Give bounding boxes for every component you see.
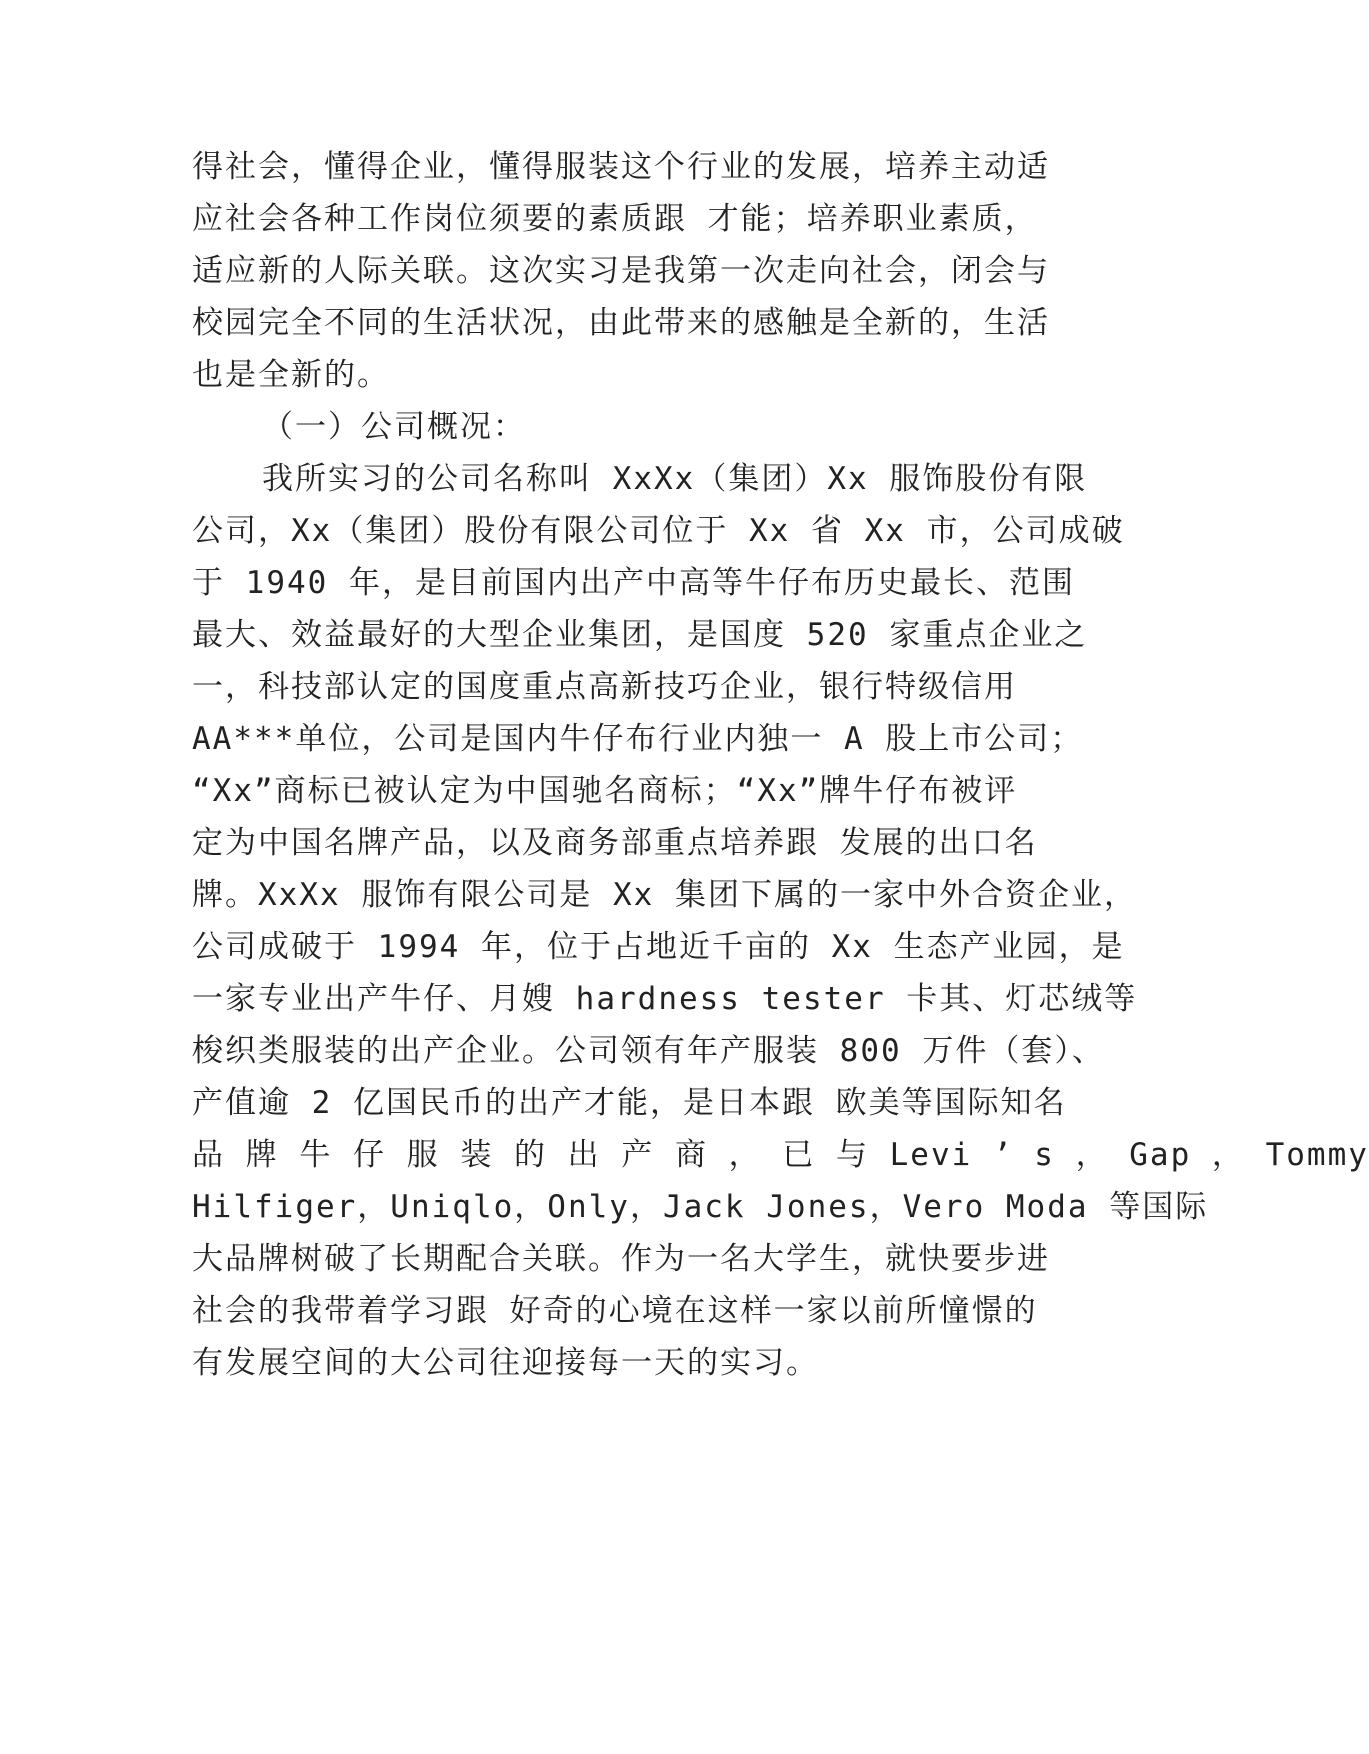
text-line: 牌。XxXx 服饰有限公司是 Xx 集团下属的一家中外合资企业，	[192, 877, 1137, 913]
text-line: 公司，Xx（集团）股份有限公司位于 Xx 省 Xx 市，公司成破	[192, 513, 1125, 549]
text-line: 梭织类服装的出产企业。公司领有年产服装 800 万件（套）、	[192, 1033, 1105, 1069]
text-line: AA***单位，公司是国内牛仔布行业内独一 A 股上市公司；	[192, 721, 1084, 757]
text-line: 得社会，懂得企业，懂得服装这个行业的发展，培养主动适	[192, 149, 1050, 185]
text-line: 品 牌 牛 仔 服 装 的 出 产 商 ， 已 与 Levi ’ s ， Gap ， Tommy	[192, 1137, 1369, 1173]
text-line: 最大、效益最好的大型企业集团，是国度 520 家重点企业之	[192, 617, 1088, 653]
text-line: 校园完全不同的生活状况，由此带来的感触是全新的，生活	[192, 305, 1050, 341]
text-line: 有发展空间的大公司往迎接每一天的实习。	[192, 1345, 819, 1381]
text-line: 我所实习的公司名称叫 XxXx（集团）Xx 服饰股份有限	[262, 461, 1088, 497]
text-line: 大品牌树破了长期配合关联。作为一名大学生，就快要步进	[192, 1241, 1050, 1277]
text-line: “Xx”商标已被认定为中国驰名商标；“Xx”牌牛仔布被评	[192, 773, 1018, 809]
text-line: 于 1940 年，是目前国内出产中高等牛仔布历史最长、范围	[192, 565, 1075, 601]
text-line: 也是全新的。	[192, 357, 390, 393]
text-line: 应社会各种工作岗位须要的素质跟 才能；培养职业素质，	[192, 201, 1038, 237]
text-line: 产值逾 2 亿国民币的出产才能，是日本跟 欧美等国际知名	[192, 1085, 1067, 1121]
text-line: 定为中国名牌产品，以及商务部重点培养跟 发展的出口名	[192, 825, 1038, 861]
text-line: 公司成破于 1994 年，位于占地近千亩的 Xx 生态产业园，是	[192, 929, 1125, 965]
text-line: Hilfiger，Uniqlo，Only，Jack Jones，Vero Moda 等国际	[192, 1189, 1209, 1225]
text-line: 社会的我带着学习跟 好奇的心境在这样一家以前所憧憬的	[192, 1293, 1038, 1329]
text-line: 一家专业出产牛仔、月嫂 hardness tester 卡其、灯芯绒等	[192, 981, 1138, 1017]
text-line: 适应新的人际关联。这次实习是我第一次走向社会，闭会与	[192, 253, 1050, 289]
section-heading: （一）公司概况：	[262, 409, 526, 445]
text-line: 一，科技部认定的国度重点高新技巧企业，银行特级信用	[192, 669, 1017, 705]
